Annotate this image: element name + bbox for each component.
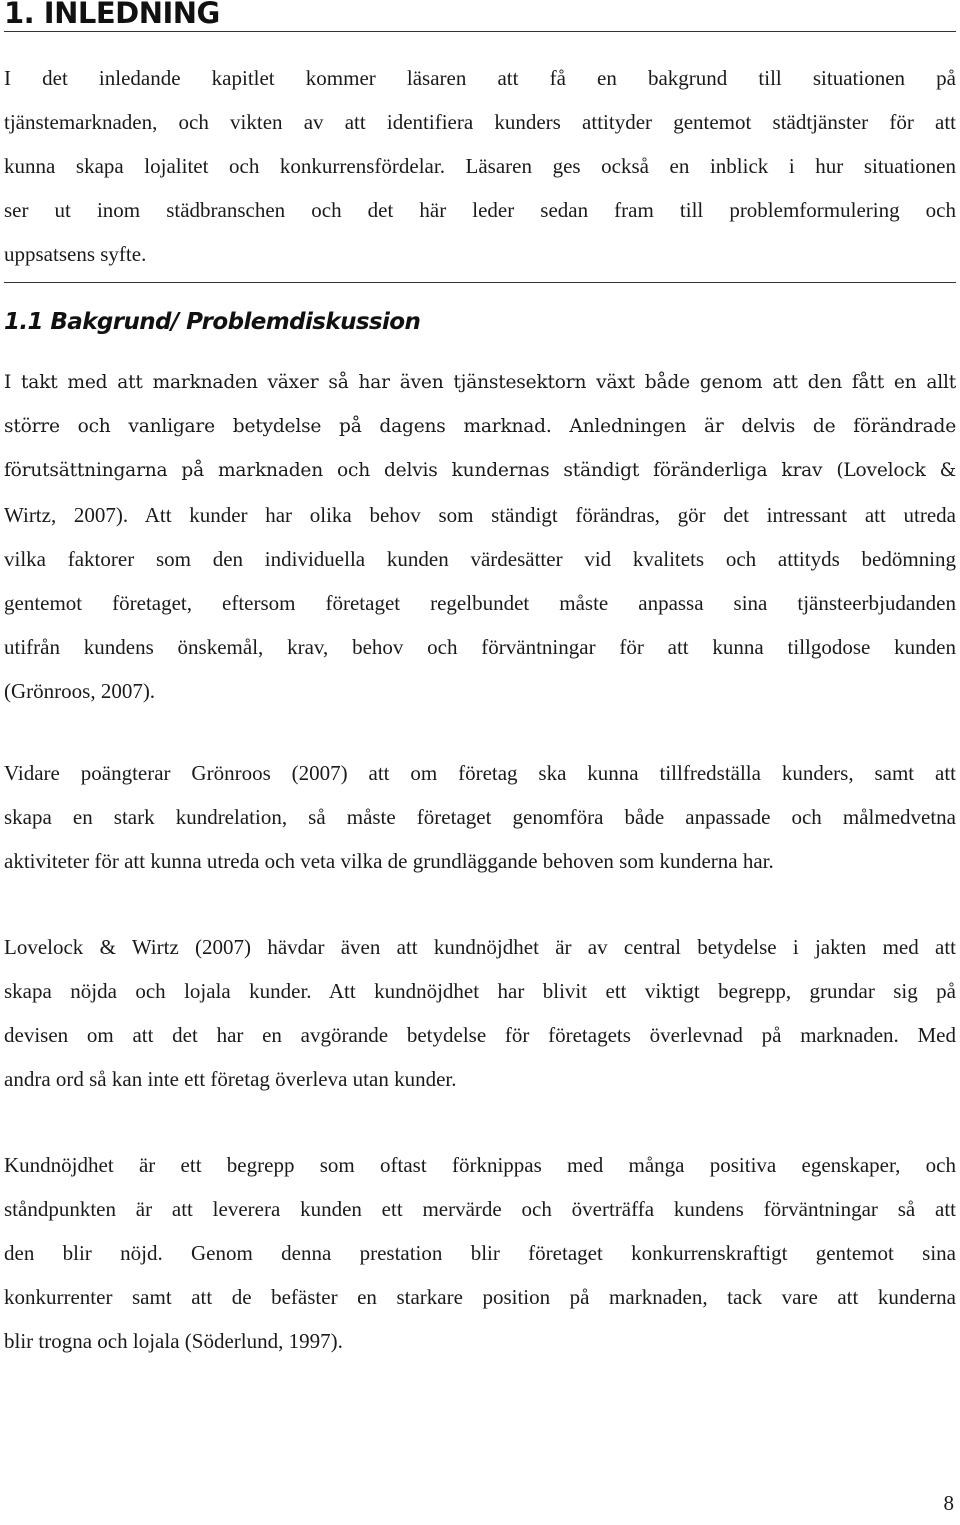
intro-line: tjänstemarknaden, och vikten av att identifiera kunders attityder gentemot städtjänster för att	[4, 110, 956, 134]
heading-rule-top	[4, 31, 956, 32]
paragraph-line: Vidare poängterar Grönroos (2007) att om företag ska kunna tillfredställa kunders, samt att	[4, 761, 956, 785]
section-heading: 1.1 Bakgrund/ Problemdiskussion	[4, 309, 421, 335]
paragraph-background-3	[4, 925, 956, 1101]
paragraph-line: konkurrenter samt att de befäster en starkare position på marknaden, tack vare att kunderna	[4, 1285, 956, 1309]
paragraph-line: andra ord så kan inte ett företag överleva utan kunder.	[4, 1067, 457, 1091]
paragraph-line: (Grönroos, 2007).	[4, 679, 156, 703]
paragraph-background-4	[4, 1143, 956, 1363]
paragraph-line: den blir nöjd. Genom denna prestation blir företaget konkurrenskraftigt gentemot sina	[4, 1241, 956, 1265]
intro-line: ser ut inom städbranschen och det här leder sedan fram till problemformulering och	[4, 198, 956, 222]
intro-line: kunna skapa lojalitet och konkurrensfördelar. Läsaren ges också en inblick i hur situationen	[4, 154, 956, 178]
intro-line: I det inledande kapitlet kommer läsaren att få en bakgrund till situationen på	[4, 66, 956, 90]
paragraph-background-2	[4, 751, 956, 883]
paragraph-line: devisen om att det har en avgörande betydelse för företagets överlevnad på marknaden. Med	[4, 1023, 956, 1047]
paragraph-background-1	[4, 361, 956, 713]
paragraph-line: gentemot företaget, eftersom företaget regelbundet måste anpassa sina tjänsteerbjudanden	[4, 591, 956, 615]
paragraph-line: skapa nöjda och lojala kunder. Att kundnöjdhet har blivit ett viktigt begrepp, grundar sig på	[4, 979, 956, 1003]
paragraph-line: blir trogna och lojala (Söderlund, 1997).	[4, 1329, 343, 1353]
intro-paragraph	[4, 56, 956, 276]
paragraph-line: skapa en stark kundrelation, så måste företaget genomföra både anpassade och målmedvetna	[4, 805, 956, 829]
paragraph-line: Wirtz, 2007). Att kunder har olika behov som ständigt förändras, gör det intressant att utreda	[4, 503, 956, 527]
page-number: 8	[943, 1491, 954, 1515]
paragraph-line: I takt med att marknaden växer så har även tjänstesektorn växt både genom att den fått en allt	[4, 372, 956, 393]
chapter-heading: 1. INLEDNING	[4, 0, 220, 30]
intro-line: uppsatsens syfte.	[4, 242, 147, 266]
paragraph-line: utifrån kundens önskemål, krav, behov och förväntningar för att kunna tillgodose kunden	[4, 635, 956, 659]
paragraph-line: förutsättningarna på marknaden och delvis kundernas ständigt föränderliga krav (Lovelock &	[4, 460, 956, 481]
paragraph-line: aktiviteter för att kunna utreda och veta vilka de grundläggande behoven som kunderna har.	[4, 849, 774, 873]
paragraph-line: större och vanligare betydelse på dagens marknad. Anledningen är delvis de förändrade	[4, 416, 956, 437]
paragraph-line: ståndpunkten är att leverera kunden ett mervärde och överträffa kundens förväntningar så att	[4, 1197, 956, 1221]
paragraph-line: Lovelock & Wirtz (2007) hävdar även att kundnöjdhet är av central betydelse i jakten med att	[4, 935, 956, 959]
paragraph-line: Kundnöjdhet är ett begrepp som oftast förknippas med många positiva egenskaper, och	[4, 1153, 956, 1177]
heading-rule-bottom	[4, 282, 956, 283]
paragraph-line: vilka faktorer som den individuella kunden värdesätter vid kvalitets och attityds bedömning	[4, 547, 956, 571]
